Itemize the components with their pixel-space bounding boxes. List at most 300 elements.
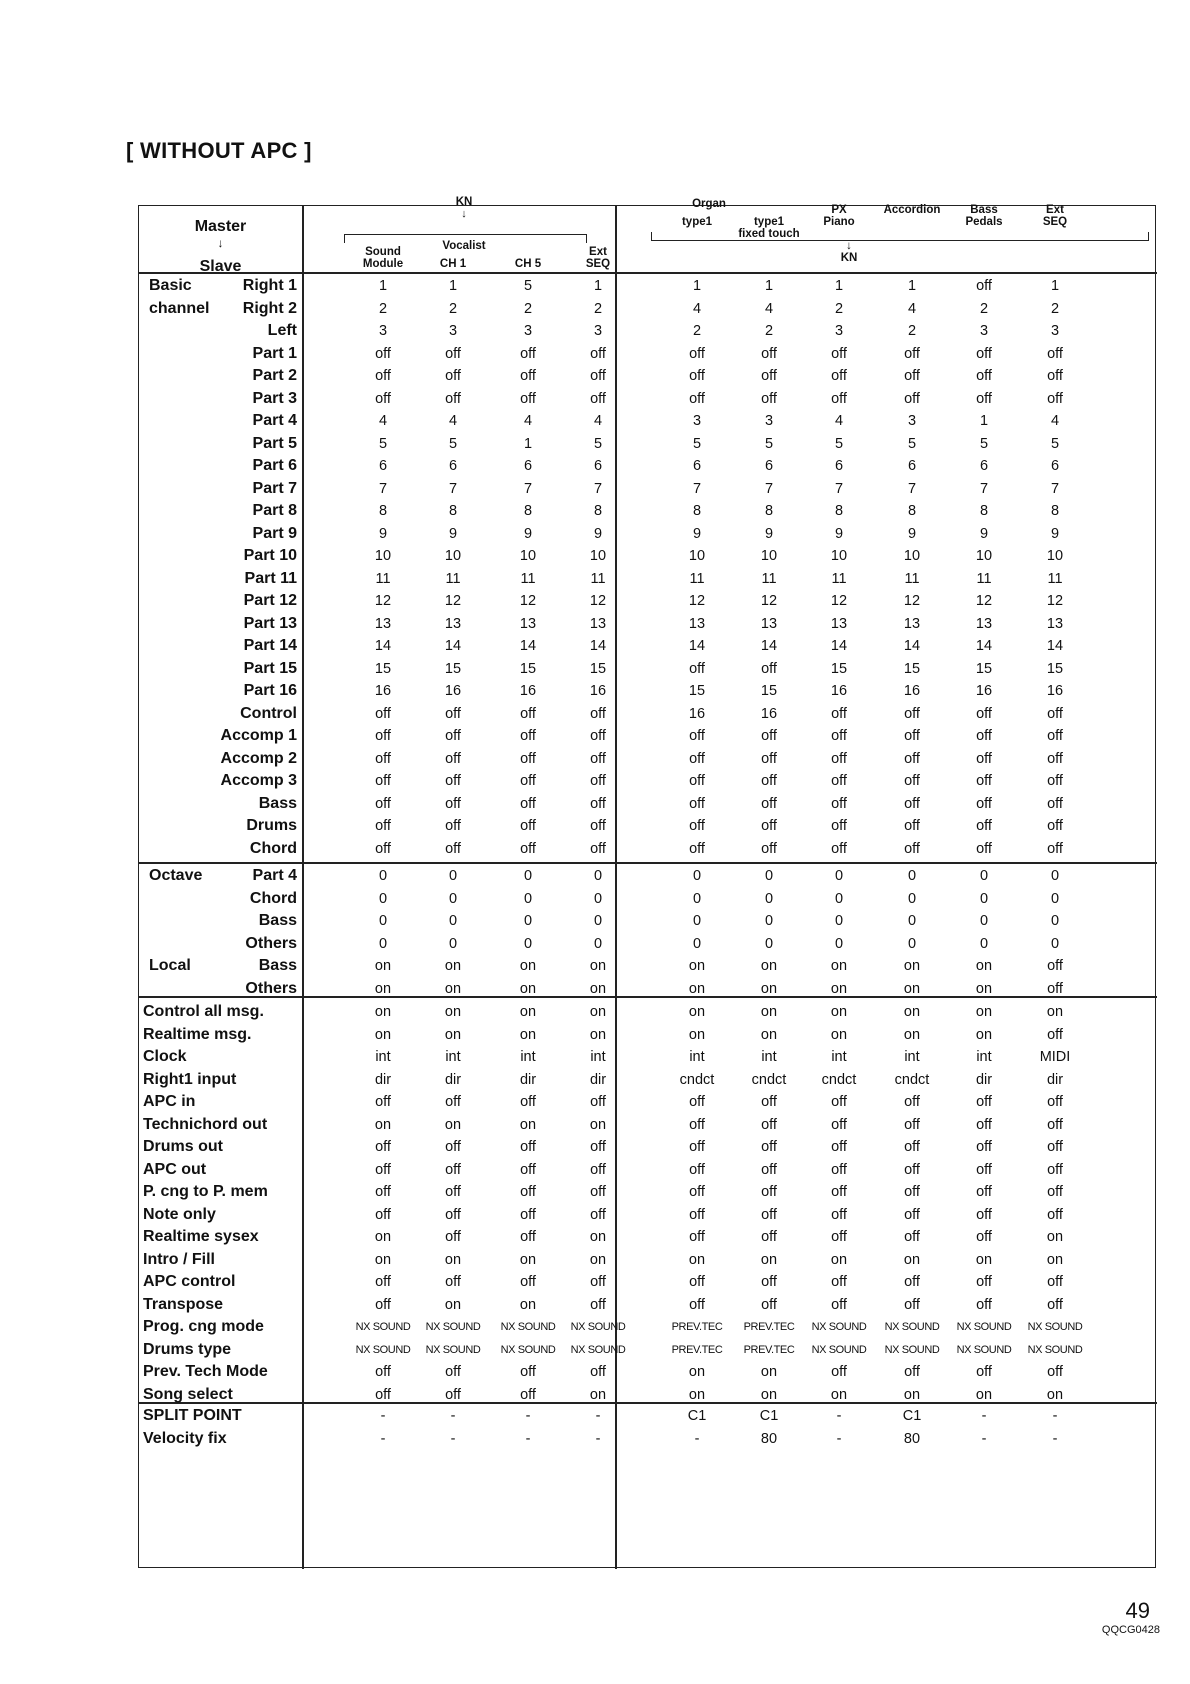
table-cell: off [976, 818, 992, 834]
row-label: APC control [143, 1273, 236, 1290]
row-group-label: channel [149, 299, 210, 317]
table-cell: off [904, 1206, 920, 1223]
table-cell: on [374, 958, 392, 974]
table-row [139, 1225, 1157, 1249]
table-cell: 5 [1050, 435, 1060, 452]
table-cell: 0 [692, 890, 702, 907]
table-cell: off [590, 705, 606, 722]
table-cell: off [520, 1094, 536, 1110]
table-cell: off [976, 1116, 992, 1133]
table-cell: off [445, 1206, 461, 1223]
table-cell: on [444, 958, 462, 974]
table-row [139, 657, 1157, 681]
table-cell: on [444, 1251, 462, 1268]
table-row [139, 1315, 1157, 1339]
table-cell: off [520, 1274, 536, 1290]
table-cell: off [689, 1274, 705, 1290]
table-cell: 2 [979, 300, 989, 317]
table-cell: 15 [1046, 660, 1064, 677]
table-cell: 16 [1046, 683, 1064, 699]
table-cell: off [976, 1184, 992, 1200]
column-header: Ext SEQ [585, 246, 611, 270]
table-cell: off [520, 728, 536, 744]
table-cell: off [761, 368, 777, 384]
table-cell: off [976, 840, 992, 857]
table-cell: cndct [894, 1071, 930, 1088]
table-row [139, 1293, 1157, 1317]
table-cell: on [830, 1004, 848, 1020]
table-cell: off [976, 1364, 992, 1380]
table-cell: on [903, 1386, 921, 1403]
table-cell: NX SOUND [500, 1343, 556, 1356]
table-cell: 16 [374, 683, 392, 699]
row-label: Prog. cng mode [143, 1318, 264, 1335]
table-cell: int [904, 1049, 920, 1065]
table-cell: 2 [378, 300, 388, 317]
table-cell: int [976, 1049, 992, 1065]
table-cell: on [760, 1004, 778, 1020]
row-label: Part 3 [252, 389, 297, 407]
table-cell: - [450, 1408, 456, 1424]
table-cell: off [761, 660, 777, 677]
table-cell: off [976, 278, 992, 294]
table-cell: off [831, 750, 847, 767]
table-cell: off [520, 1386, 536, 1403]
table-row [139, 724, 1157, 748]
table-cell: 3 [523, 323, 533, 339]
table-cell: 12 [589, 593, 607, 609]
table-cell: 11 [831, 570, 847, 587]
table-cell: 3 [448, 323, 458, 339]
table-cell: 14 [1046, 638, 1064, 654]
row-group-label: Local [149, 957, 191, 974]
table-cell: 5 [764, 435, 774, 452]
table-cell: off [976, 1139, 992, 1155]
table-cell: off [1047, 1364, 1063, 1380]
table-row [139, 954, 1157, 978]
table-cell: 0 [448, 890, 458, 907]
table-cell: 16 [444, 683, 462, 699]
table-cell: on [760, 958, 778, 974]
table-cell: off [1047, 773, 1063, 789]
table-cell: off [689, 1296, 705, 1313]
table-cell: off [904, 1184, 920, 1200]
table-cell: MIDI [1039, 1049, 1071, 1065]
table-cell: 3 [979, 323, 989, 339]
table-cell: off [520, 840, 536, 857]
table-cell: off [831, 728, 847, 744]
table-cell: on [519, 1116, 537, 1133]
table-cell: 4 [593, 413, 603, 429]
table-cell: on [589, 1229, 607, 1245]
table-cell: - [836, 1430, 842, 1447]
row-label: Control all msg. [143, 1003, 264, 1020]
table-cell: off [689, 1139, 705, 1155]
table-cell: on [374, 1229, 392, 1245]
table-cell: 0 [378, 868, 388, 884]
table-cell: off [445, 345, 461, 362]
table-cell: off [375, 1094, 391, 1110]
table-cell: off [904, 773, 920, 789]
table-row [139, 297, 1157, 321]
row-label: Drums out [143, 1138, 223, 1155]
row-label: P. cng to P. mem [143, 1183, 268, 1200]
row-label: Left [267, 322, 297, 339]
table-cell: 9 [593, 525, 603, 542]
table-cell: off [445, 1161, 461, 1178]
table-cell: 0 [907, 935, 917, 952]
table-cell: - [525, 1430, 531, 1447]
table-cell: off [976, 345, 992, 362]
table-cell: off [904, 1274, 920, 1290]
table-cell: off [1047, 795, 1063, 812]
table-cell: NX SOUND [355, 1321, 411, 1333]
table-cell: off [520, 1229, 536, 1245]
table-cell: off [904, 728, 920, 744]
row-label: Transpose [143, 1295, 224, 1313]
table-cell: 0 [907, 890, 917, 907]
table-cell: off [1047, 1206, 1063, 1223]
table-cell: off [520, 1139, 536, 1155]
table-cell: on [589, 1116, 607, 1133]
table-cell: - [981, 1430, 987, 1447]
table-cell: off [520, 818, 536, 834]
table-cell: off [689, 1094, 705, 1110]
table-cell: off [689, 660, 705, 677]
row-label: Others [245, 979, 297, 997]
table-cell: on [688, 1364, 706, 1380]
table-row [139, 342, 1157, 366]
table-cell: 0 [764, 913, 774, 929]
row-label: Part 11 [244, 569, 297, 587]
table-cell: 11 [689, 570, 705, 587]
table-cell: 0 [979, 868, 989, 884]
table-cell: off [904, 818, 920, 834]
table-cell: NX SOUND [811, 1343, 867, 1356]
table-cell: off [689, 368, 705, 384]
table-cell: off [761, 773, 777, 789]
table-cell: off [904, 750, 920, 767]
table-cell: 10 [760, 548, 778, 564]
table-cell: off [375, 1274, 391, 1290]
row-label: Clock [143, 1048, 187, 1065]
table-cell: off [445, 705, 461, 722]
table-cell: off [761, 750, 777, 767]
table-cell: on [519, 1251, 537, 1268]
table-cell: 5 [834, 435, 844, 452]
table-cell: 1 [764, 278, 774, 294]
table-cell: 14 [444, 638, 462, 654]
row-label: Note only [143, 1205, 216, 1223]
table-cell: on [519, 958, 537, 974]
table-cell: int [375, 1049, 391, 1065]
table-cell: 6 [692, 458, 702, 474]
table-cell: 14 [688, 638, 706, 654]
table-row [139, 1248, 1157, 1272]
table-cell: 7 [1050, 480, 1060, 497]
table-cell: off [590, 795, 606, 812]
table-row [139, 702, 1157, 726]
table-cell: 11 [590, 570, 606, 587]
table-cell: on [975, 1386, 993, 1403]
table-cell: off [590, 750, 606, 767]
table-row [139, 792, 1157, 816]
table-cell: int [831, 1049, 847, 1065]
table-cell: off [445, 840, 461, 857]
table-cell: 6 [834, 458, 844, 474]
row-label: Velocity fix [143, 1429, 227, 1447]
table-row [139, 1383, 1157, 1407]
table-cell: off [375, 1206, 391, 1223]
table-cell: on [975, 980, 993, 997]
row-label: Others [245, 934, 297, 952]
table-cell: off [445, 368, 461, 384]
table-cell: 0 [1050, 913, 1060, 929]
table-row [139, 837, 1157, 861]
table-cell: 1 [834, 278, 844, 294]
table-row [139, 409, 1157, 433]
table-cell: 3 [907, 413, 917, 429]
table-cell: 13 [1046, 615, 1064, 632]
table-cell: dir [589, 1071, 607, 1088]
table-cell: off [1047, 728, 1063, 744]
table-cell: 7 [834, 480, 844, 497]
table-cell: NX SOUND [570, 1321, 626, 1333]
table-cell: 15 [589, 660, 607, 677]
table-cell: off [976, 795, 992, 812]
table-cell: on [760, 1364, 778, 1380]
table-cell: off [590, 1274, 606, 1290]
table-cell: off [445, 1139, 461, 1155]
table-cell: 0 [764, 868, 774, 884]
column-header: Sound Module [362, 246, 404, 270]
table-cell: dir [1046, 1071, 1064, 1088]
table-cell: off [831, 1094, 847, 1110]
column-header: type1 fixed touch [738, 216, 800, 240]
table-cell: off [689, 1229, 705, 1245]
row-label: APC out [143, 1160, 207, 1178]
table-cell: 16 [975, 683, 993, 699]
down-arrow-icon: ↓ [461, 208, 467, 220]
table-cell: 4 [448, 413, 458, 429]
table-cell: 0 [692, 868, 702, 884]
table-cell: 1 [378, 278, 388, 294]
table-cell: off [1047, 368, 1063, 384]
table-cell: off [689, 750, 705, 767]
table-cell: off [520, 705, 536, 722]
table-cell: off [976, 705, 992, 722]
table-cell: off [761, 1274, 777, 1290]
table-cell: off [590, 840, 606, 857]
table-cell: off [904, 1094, 920, 1110]
table-cell: 9 [907, 525, 917, 542]
table-row [139, 1068, 1157, 1092]
table-cell: 0 [907, 913, 917, 929]
table-cell: 15 [830, 660, 848, 677]
table-row [139, 1338, 1157, 1362]
table-cell: off [590, 345, 606, 362]
table-row [139, 747, 1157, 771]
table-row [139, 612, 1157, 636]
table-cell: off [904, 1364, 920, 1380]
table-cell: 4 [692, 300, 702, 317]
table-cell: off [375, 1364, 391, 1380]
table-cell: NX SOUND [500, 1321, 556, 1333]
table-cell: 7 [523, 480, 533, 497]
table-cell: off [831, 818, 847, 834]
table-cell: off [689, 390, 705, 407]
table-cell: PREV.TEC [671, 1321, 723, 1333]
table-cell: 11 [976, 570, 992, 587]
table-row [139, 477, 1157, 501]
table-cell: on [688, 1026, 706, 1043]
table-cell: 11 [761, 570, 777, 587]
table-cell: 4 [764, 300, 774, 317]
table-cell: off [976, 773, 992, 789]
table-cell: 10 [830, 548, 848, 564]
table-cell: 12 [519, 593, 537, 609]
row-label: Intro / Fill [143, 1250, 215, 1268]
table-cell: off [976, 1296, 992, 1313]
table-cell: off [1047, 705, 1063, 722]
table-cell: off [1047, 1296, 1063, 1313]
table-cell: 16 [519, 683, 537, 699]
table-cell: 80 [903, 1430, 921, 1447]
table-cell: 8 [907, 503, 917, 519]
table-cell: 0 [979, 935, 989, 952]
table-row [139, 1090, 1157, 1114]
table-cell: off [375, 345, 391, 362]
table-cell: off [520, 345, 536, 362]
table-cell: 7 [378, 480, 388, 497]
table-cell: 13 [519, 615, 537, 632]
table-row [139, 522, 1157, 546]
table-cell: off [445, 390, 461, 407]
table-cell: 9 [834, 525, 844, 542]
row-label: Accomp 1 [220, 727, 297, 744]
table-cell: 12 [975, 593, 993, 609]
table-cell: off [904, 705, 920, 722]
table-cell: 3 [764, 413, 774, 429]
table-cell: 4 [907, 300, 917, 317]
table-cell: 11 [904, 570, 920, 587]
table-cell: - [1052, 1408, 1058, 1424]
table-cell: on [830, 1251, 848, 1268]
row-label: Prev. Tech Mode [143, 1363, 268, 1380]
table-cell: 8 [593, 503, 603, 519]
table-cell: off [375, 1296, 391, 1313]
table-cell: off [1047, 1116, 1063, 1133]
table-cell: off [904, 368, 920, 384]
table-cell: off [1047, 1094, 1063, 1110]
table-cell: 12 [760, 593, 778, 609]
table-row [139, 977, 1157, 1001]
table-cell: 2 [764, 323, 774, 339]
table-row [139, 769, 1157, 793]
table-cell: 8 [764, 503, 774, 519]
table-cell: off [831, 705, 847, 722]
table-cell: 0 [593, 935, 603, 952]
table-cell: int [520, 1049, 536, 1065]
table-cell: on [975, 1026, 993, 1043]
table-cell: off [831, 1116, 847, 1133]
table-cell: PREV.TEC [743, 1321, 795, 1333]
column-header: PX Piano [823, 204, 855, 228]
table-cell: NX SOUND [1027, 1343, 1083, 1356]
table-cell: 0 [764, 935, 774, 952]
table-cell: off [761, 728, 777, 744]
table-cell: on [589, 980, 607, 997]
table-cell: C1 [902, 1408, 922, 1424]
table-cell: 14 [760, 638, 778, 654]
table-cell: off [445, 1184, 461, 1200]
table-cell: off [831, 1184, 847, 1200]
table-cell: on [903, 1251, 921, 1268]
table-row [139, 932, 1157, 956]
table-cell: 13 [903, 615, 921, 632]
table-cell: 3 [593, 323, 603, 339]
row-label: Part 2 [252, 367, 297, 384]
table-cell: off [904, 345, 920, 362]
table-cell: int [590, 1049, 606, 1065]
table-cell: off [520, 1206, 536, 1223]
table-cell: on [760, 1026, 778, 1043]
table-row [139, 1113, 1157, 1137]
row-label: Part 16 [243, 682, 297, 699]
kn-top-label: KN ↓ [439, 196, 489, 220]
table-cell: off [831, 1364, 847, 1380]
table-cell: 8 [448, 503, 458, 519]
table-cell: dir [374, 1071, 392, 1088]
table-cell: 0 [378, 913, 388, 929]
table-cell: NX SOUND [425, 1343, 481, 1356]
table-cell: 6 [448, 458, 458, 474]
table-cell: 2 [448, 300, 458, 317]
table-cell: 5 [907, 435, 917, 452]
table-cell: 7 [593, 480, 603, 497]
table-cell: - [450, 1430, 456, 1447]
table-cell: on [830, 1386, 848, 1403]
table-cell: off [976, 368, 992, 384]
table-cell: off [831, 1229, 847, 1245]
table-cell: 15 [519, 660, 537, 677]
table-cell: 6 [979, 458, 989, 474]
table-cell: 2 [593, 300, 603, 317]
table-cell: off [445, 1229, 461, 1245]
table-cell: on [374, 980, 392, 997]
row-label: Realtime msg. [143, 1025, 252, 1043]
table-cell: off [831, 1296, 847, 1313]
table-cell: on [374, 1251, 392, 1268]
table-cell: off [375, 818, 391, 834]
table-cell: 0 [907, 868, 917, 884]
row-label: Right 2 [242, 299, 297, 317]
table-cell: off [904, 1139, 920, 1155]
table-cell: off [761, 818, 777, 834]
row-label: Right1 input [143, 1070, 237, 1088]
table-cell: off [976, 1229, 992, 1245]
table-cell: off [976, 1206, 992, 1223]
row-label: Part 9 [252, 524, 297, 542]
table-cell: off [761, 1094, 777, 1110]
table-row [139, 364, 1157, 388]
table-cell: 7 [907, 480, 917, 497]
table-cell: on [589, 1004, 607, 1020]
table-row [139, 1135, 1157, 1159]
table-cell: off [831, 1161, 847, 1178]
table-cell: off [445, 750, 461, 767]
table-cell: off [689, 1206, 705, 1223]
